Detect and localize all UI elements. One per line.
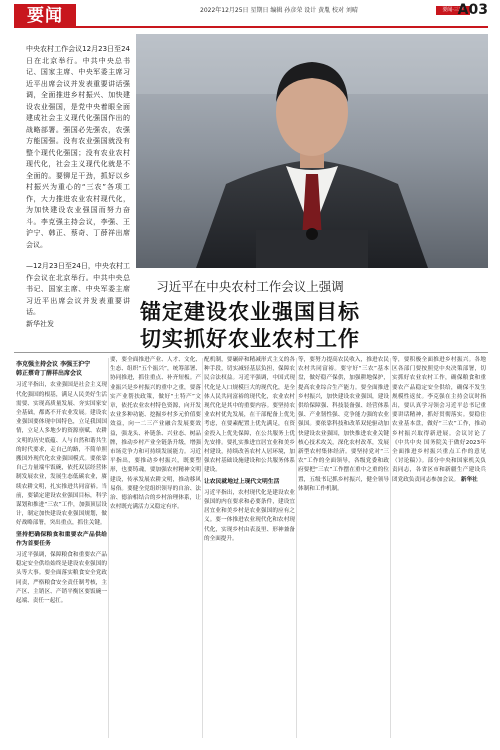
subheading bbox=[16, 360, 107, 378]
column-divider bbox=[202, 358, 203, 738]
article-text: 要，要全面推进产业、人才、文化、生态、组织“五个振兴”，统筹部署、协同推进，抓住重点、补齐短板。产业振兴是乡村振兴的重中之重，要落实产业帮扶政策，做好“土特产”文章，依托农业农村特色资源，向开发农业多种功能、挖掘乡村多元价值要效益，向一二三产业融合发展要效益，强龙头、补链条、兴业态、树品牌，推动乡村产业全链条升级，增强市场竞争力和可持续发展能力。习近平指出，要推动乡村振兴，既要塑形，也要铸魂，要加强农村精神文明建设，传承发展农耕文明，推动移风易俗。要健全党组织领导的自治、法治、德治相结合的乡村治理体系，让农村既充满活力又稳定有序。 bbox=[110, 357, 201, 511]
article-column-5 bbox=[392, 356, 486, 741]
headline-line-1: 锚定建设农业强国目标 bbox=[140, 300, 360, 324]
speaker-photo-illustration bbox=[136, 34, 488, 268]
headline-kicker: 习近平在中央农村工作会议上强调 bbox=[156, 279, 344, 294]
headline-rule bbox=[14, 352, 488, 353]
news-photo bbox=[136, 34, 488, 268]
article-text: 等，要努力提高农民收入，推进农民农村共同富裕。要守好“三农”基本盘，做好稳产保供，加强耕地保护，提高农业综合生产能力。要全面推进乡村振兴，加快建设农业强国，建设供给保障强、科技装备强、经营体系强、产业韧性强、竞争能力强的农业强国。要依靠科技和改革双轮驱动加快建设农业强国，加快推进农业关键核心技术攻关，深化农村改革，发展新型农村集体经济。要坚持党对“三农”工作的全面领导，各级党委和政府要把“三农”工作摆在重中之重的位置，五级书记抓乡村振兴，健全领导体制和工作机制。 bbox=[298, 357, 389, 492]
headline-line-2: 切实抓好农业农村工作 bbox=[140, 327, 360, 351]
column-divider bbox=[108, 358, 109, 738]
article-column-1 bbox=[16, 356, 107, 741]
article-text: 配机制，要碾碎和精减形式主义的各种手段，切实减轻基层负担，保障农民合法权益。习近平强调，中国式现代化是人口规模巨大的现代化，是全体人民共同富裕的现代化，农业农村现代化是其中的重要内容。要坚持农业农村优先发展，在干部配备上优先考虑，在要素配置上优先满足，在资金投入上优先保障，在公共服务上优先安排。要扎实推进宜居宜业和美乡村建设，持续改善农村人居环境，加强农村基础设施建设和公共服务体系建设。 bbox=[204, 357, 295, 474]
page-number: A03 bbox=[457, 2, 488, 18]
article-text: 习近平强调，保障粮食和重要农产品稳定安全供给始终是建设农业强国的头等大事。要全面落实粮食安全党政同责，严格粮食安全责任制考核，主产区、主销区、产销平衡区要饭碗一起端、责任一起扛。 bbox=[16, 552, 107, 605]
lead-paragraph: 中央农村工作会议12月23日至24日在北京举行。中共中央总书记、国家主席、中央军委主席习近平出席会议并发表重要讲话强调，全面推进乡村振兴、加快建设农业强国，是党中央着眼全面建成社会主义现代化强国作出的战略部署。强国必先强农，农强方能国强。没有农业强国就没有整个现代化强国；没有农业农村现代化，社会主义现代化就是不全面的。要铆足干劲，抓好以乡村振兴为重心的“三农”各项工作，大力推进农业农村现代化，为加快建设农业强国而努力奋斗。李克强主持会议，李强、王沪宁、韩正、蔡奇、丁薛祥出席会议。 bbox=[26, 45, 130, 249]
article-text: 习近平指出，农业强国是社会主义现代化强国的根基，满足人民美好生活需要、实现高质量发展、夯实国家安全基础，都离不开农业发展。建设农业强国要体现中国特色，立足我国国情，立足人多地少的资源禀赋、农耕文明的历史底蕴、人与自然和谐共生的时代要求，走自己的路，不简单照搬国外现代化农业强国模式。要依靠自己力量端牢饭碗，依托双层经营体制发展农业，发展生态低碳农业，赓续农耕文明，扎实推进共同富裕。当前，要锚定建设农业强国目标，科学谋划和推进“三农”工作，加强顶层设计，制定加快建设农业强国规划，做好战略部署，突出重点，抓住关键。 bbox=[16, 382, 107, 527]
article-column-4 bbox=[298, 356, 389, 741]
section-tab: 要闻 bbox=[14, 4, 76, 28]
column-divider bbox=[296, 358, 297, 738]
article-text: 习近平指出，农村现代化是建设农业强国的内在要求和必要条件，建设宜居宜业和美乡村是农业强国的应有之义。要一体推进农业现代化和农村现代化，实现乡村由表及里、形神兼备的全面提升。 bbox=[204, 489, 295, 542]
article-credit: 新华社 bbox=[460, 476, 478, 483]
subheading-line: 韩正蔡奇丁薛祥出席会议 bbox=[16, 370, 83, 378]
column-divider bbox=[390, 358, 391, 738]
page-meta: 2022年12月25日 星期日 编辑 孙彦荣 设计 黄胤 校对 刘晴 bbox=[200, 7, 358, 14]
caption-text: —12月23日至24日，中央农村工作会议在北京举行。中共中央总书记、国家主席、中央军委主席习近平出席会议并发表重要讲话。 bbox=[26, 262, 130, 316]
header-rule bbox=[14, 26, 488, 28]
article-column-3 bbox=[204, 356, 295, 741]
subheading: 坚持把确保粮食和重要农产品供给作为首要任务 bbox=[16, 531, 107, 547]
page-header bbox=[0, 0, 500, 30]
article-column-2 bbox=[110, 356, 201, 741]
edition-tag: 要闻·三农 bbox=[436, 6, 470, 15]
subheading-line: 李克强主持会议 李强王沪宁 bbox=[16, 361, 91, 368]
photo-credit: 新华社发 bbox=[26, 319, 54, 328]
article-text: 等，要积极全面推进乡村振兴。各地区各部门要按照党中央决策部署，切实抓好农业农村工作，确保粮食和重要农产品稳定安全供给，确保不发生规模性返贫。李克强在主持会议时指出，要认真学习领会习近平总书记重要讲话精神，抓好贯彻落实。要稳住农业基本盘，做好“三农”工作，推动乡村振兴取得新进展。会议讨论了《中共中央 国务院关于做好2023年全面推进乡村振兴重点工作的意见（讨论稿）》。部分中央和国家机关负责同志，各省区市和新疆生产建设兵团党政负责同志参加会议。 bbox=[392, 357, 486, 483]
subheading: 让农民就地过上现代文明生活 bbox=[204, 478, 280, 485]
